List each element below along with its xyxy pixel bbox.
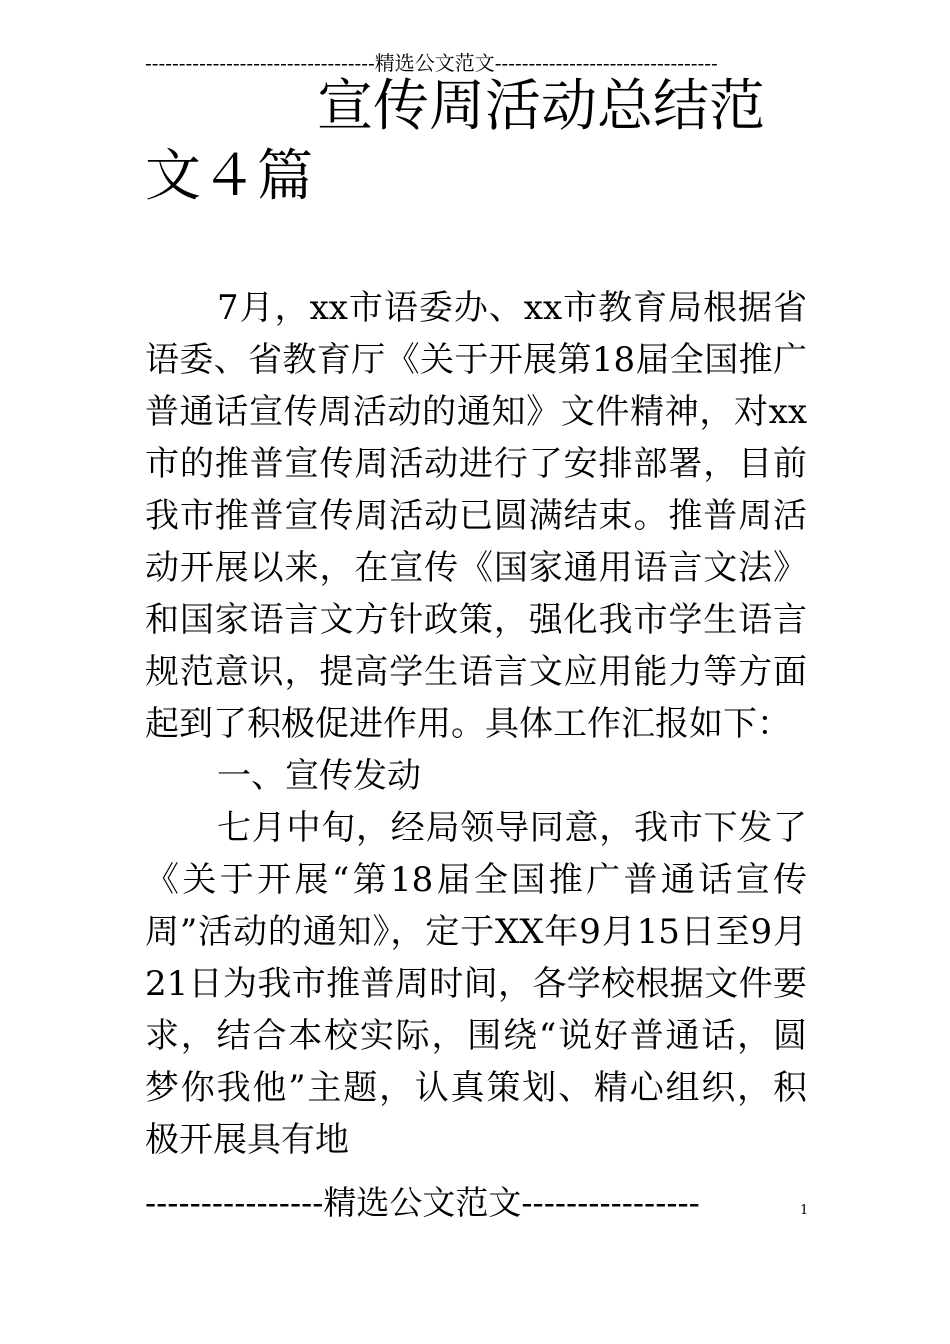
page-number: 1 (800, 1203, 809, 1218)
page-header: ----------------------------------精选公文范文--------------------------------- (145, 51, 718, 75)
section-heading: 一、宣传发动 (217, 756, 421, 796)
document-title: 宣传周活动总结范文４篇 (145, 74, 765, 209)
page-footer: ----------------精选公文范文---------------- (145, 1183, 700, 1222)
paragraph-section-1: 七月中旬，经局领导同意，我市下发了《关于开展“第18届全国推广普通话宣传周”活动的通知》，定于XX年9月15日至9月21日为我市推普周时间，各学校根据文件要求，结合本校实际，围绕“说好普通话，圆梦你我他”主题，认真策划、精心组织，积极开展具有地 (145, 808, 807, 1160)
document-body (145, 282, 807, 1166)
paragraph-intro: 7月，xx市语委办、xx市教育局根据省语委、省教育厅《关于开展第18届全国推广普通话宣传周活动的通知》文件精神，对xx市的推普宣传周活动进行了安排部署，目前我市推普宣传周活动已圆满结束。推普周活动开展以来，在宣传《国家通用语言文法》和国家语言文方针政策，强化我市学生语言规范意识，提高学生语言文应用能力等方面起到了积极促进作用。具体工作汇报如下： (145, 288, 807, 744)
